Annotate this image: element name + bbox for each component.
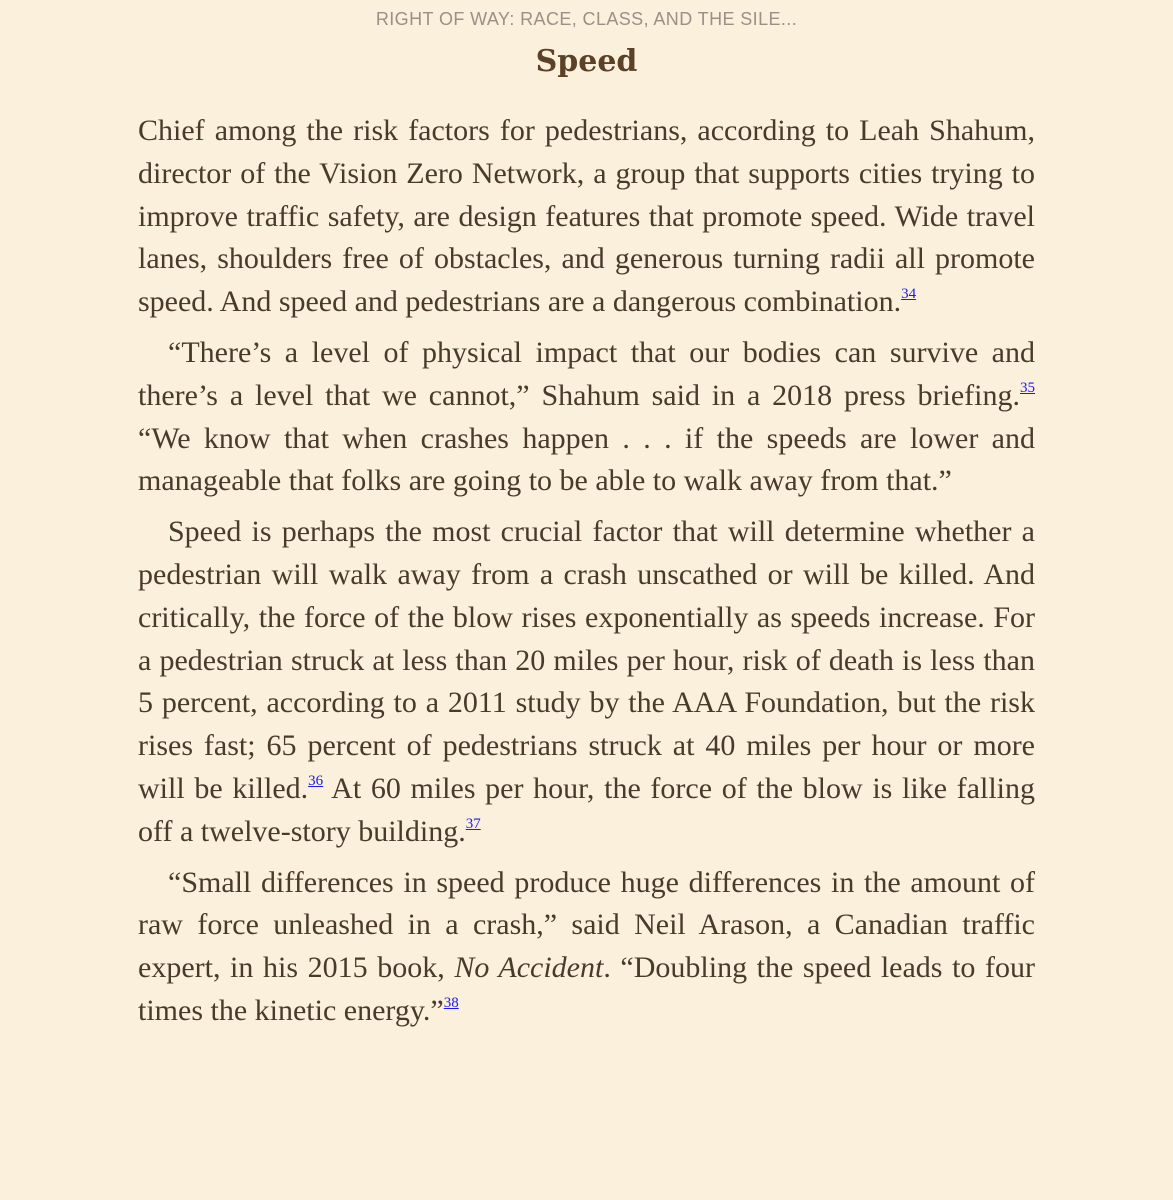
footnote-link-38[interactable]: 38 xyxy=(443,994,459,1011)
paragraph xyxy=(138,110,1035,324)
book-title: No Accident xyxy=(454,951,604,985)
footnote-link-35[interactable]: 35 xyxy=(1020,379,1035,396)
page-content xyxy=(138,110,1035,1041)
paragraph-text: Speed is perhaps the most crucial factor that will determine whether a pedestrian will walk away from a crash unscathed or will be killed. And critically, the force of the blow rises exponentially as speeds increase. For a pedestrian struck at less than 20 miles per hour, risk of death is less than 5 percent, according to a 2011 study by the AAA Foundation, but the risk rises fast; 65 percent of pedestrians struck at 40 miles per hour or more will be killed. xyxy=(138,515,1035,805)
paragraph-text: Chief among the risk factors for pedestrians, according to Leah Shahum, director of the Vision Zero Network, a group that supports cities trying to improve traffic safety, are design features that promote speed. Wide travel lanes, shoulders free of obstacles, and generous turning radii all promote speed. And speed and pedestrians are a dangerous combination. xyxy=(138,114,1035,319)
paragraph-text: “We know that when crashes happen . . . if the speeds are lower and manageable that folks are going to be able to walk away from that.” xyxy=(138,421,1035,498)
paragraph xyxy=(138,511,1035,853)
paragraph-text: “There’s a level of physical impact that our bodies can survive and there’s a level that we cannot,” Shahum said in a 2018 press briefing. xyxy=(138,335,1035,412)
paragraph-text: “Small differences in speed produce huge differences in the amount of raw force unleashed in a crash,” said Neil Arason, a Canadian traffic expert, in his 2015 book, xyxy=(138,865,1035,985)
footnote-link-36[interactable]: 36 xyxy=(308,772,324,789)
paragraph xyxy=(138,332,1035,503)
paragraph xyxy=(138,862,1035,1033)
paragraph-text: At 60 miles per hour, the force of the blow is like falling off a twelve-story building. xyxy=(138,771,1035,848)
footnote-link-34[interactable]: 34 xyxy=(901,286,917,303)
footnote-link-37[interactable]: 37 xyxy=(465,815,481,832)
running-header: RIGHT OF WAY: RACE, CLASS, AND THE SILE... xyxy=(375,9,798,29)
chapter-title: Speed xyxy=(535,44,638,79)
paragraph-text: . “Doubling the speed leads to four times the kinetic energy.” xyxy=(138,951,1035,1027)
